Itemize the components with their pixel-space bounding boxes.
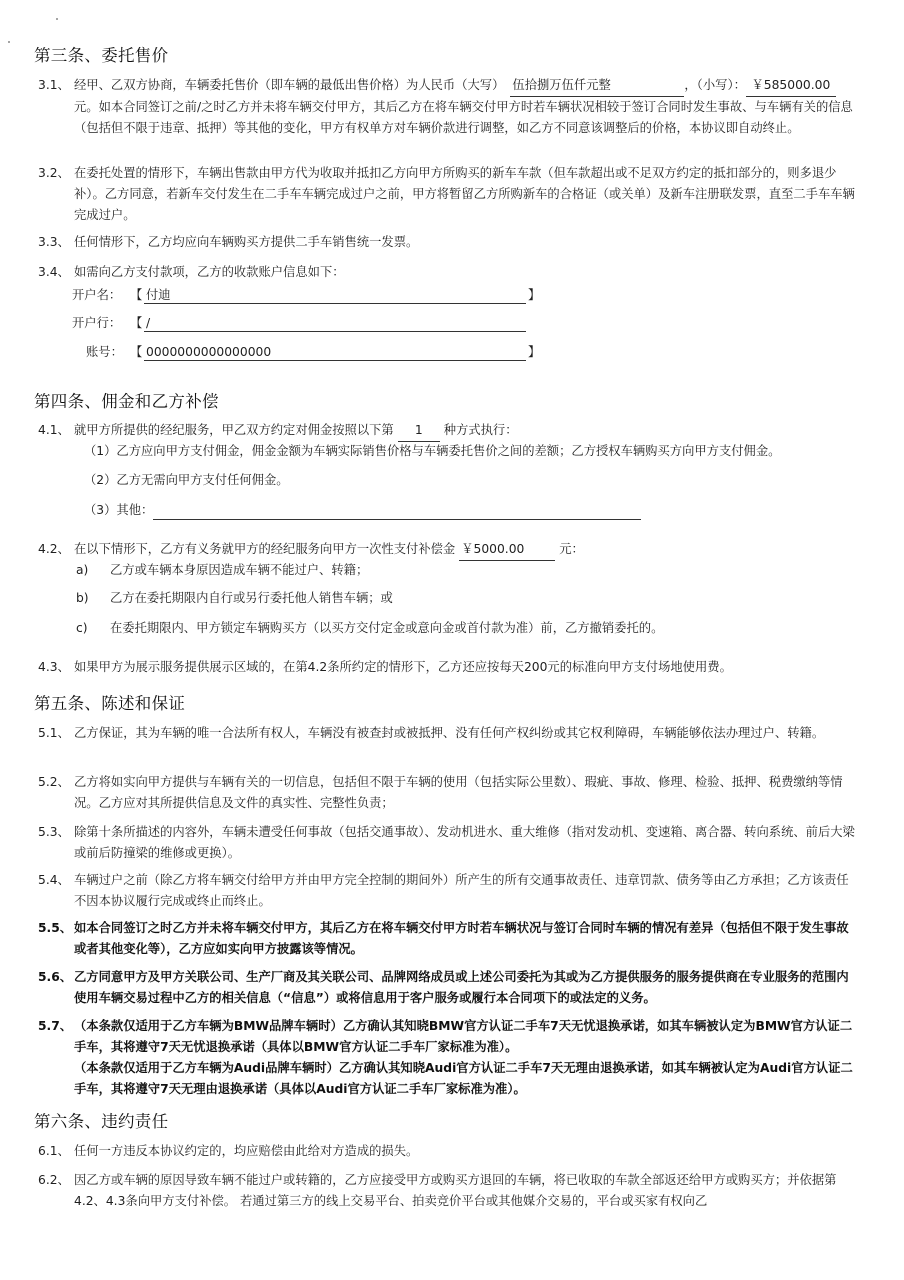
clause-text: 因乙方或车辆的原因导致车辆不能过户或转籍的，乙方应接受甲方或购买方退回的车辆，将已收取的车款全部返还给甲方或购买方；并依据第4.2、4.3条向甲方支付补偿。 若通过第三方的线上交易平台、拍卖竞价平台或其他媒介交易的，平台或买家有权向乙 xyxy=(74,1173,837,1208)
clause-number: 3.2、 xyxy=(38,166,70,180)
price-upper-field: 伍拾捌万伍仟元整 xyxy=(510,75,684,97)
article-5-heading: 第五条、陈述和保证 xyxy=(34,694,186,713)
clause-number: 6.1、 xyxy=(38,1144,70,1158)
bank-label: 开户行： xyxy=(72,316,122,330)
clause-number: 5.4、 xyxy=(38,873,70,887)
clause-text: 车辆过户之前（除乙方将车辆交付给甲方并由甲方完全控制的期间外）所产生的所有交通事故责任、违章罚款、债务等由乙方承担；乙方该责任不因本协议履行完成或终止而终止。 xyxy=(74,873,849,908)
clause-text: 如需向乙方支付款项，乙方的收款账户信息如下： xyxy=(74,265,345,279)
clause-number: 5.3、 xyxy=(38,825,70,839)
clause-text: 如果甲方为展示服务提供展示区域的，在第4.2条所约定的情形下，乙方还应按每天200元的标准向甲方支付场地使用费。 xyxy=(74,660,732,674)
clause-number: 5.7、 xyxy=(38,1019,73,1033)
clause-3-4 xyxy=(38,262,860,283)
clause-number: 5.6、 xyxy=(38,970,73,984)
clause-text-audi: （本条款仅适用于乙方车辆为Audi品牌车辆时）乙方确认其知晓Audi官方认证二手车7天无理由退换承诺，如其车辆被认定为Audi官方认证二手车，其将遵守7天无理由退换承诺（具体以Audi官方认证二手车厂家标准为准）。 xyxy=(74,1061,853,1096)
bank-row: 开户行： 【 / xyxy=(72,313,542,335)
scan-speck xyxy=(8,41,10,43)
clause-6-1 xyxy=(38,1141,860,1162)
account-name-row: 开户名： 【 付迪 】 xyxy=(72,285,542,307)
clause-4-2: 4.2、 在以下情形下，乙方有义务就甲方的经纪服务向甲方一次性支付补偿金 ￥5000.00 元： xyxy=(38,539,860,561)
clause-number: 5.5、 xyxy=(38,921,73,935)
contract-page: 第三条、委托售价 3.1、 经甲、乙双方协商，车辆委托售价（即车辆的最低出售价格）为人民币（大写） 伍拾捌万伍仟元整 ，（小写）： ￥585000.00元。如本合同签订之前/之时乙方并未将车辆交付甲方，其后乙方在将车辆交付甲方时若车辆状况相较于签订合同时发生事故、与车辆有关的信息（包括但不限于违章、抵押）等其他的变化，甲方有权单方对车辆价款进行调整，如乙方不同意该调整后的价格，本协议即自动终止。 3.2、 在委托处置的情形下，车辆出售款由甲方代为收取并抵扣乙方向甲方所购买的新车车款（但车款超出或不足双方约定的抵扣部分的，则多退少补）。乙方同意，若新车交付发生在二手车车辆完成过户之前，甲方将暂留乙方所购新车的合格证（或关单）及新车注册联发票，直至二手车车辆完成过户。 3.3、 任何情形下，乙方均应向车辆购买方提供二手车销售统一发票。 3.4、 如需向乙方支付款项，乙方的收款账户信息如下： 开户名： 【 付迪 】 开户行： 【 / 账号： 【 0000000000000000 】 第四条、佣金和乙方补偿 4.1、 就甲方所提供的经纪服务，甲乙双方约定对佣金按照以下第 1 种方式执行： （1）乙方应向甲方支付佣金，佣金金额为车辆实际销售价格与车辆委托售价之间的差额；乙方授权车辆购买方向甲方支付佣金。 （2）乙方无需向甲方支付任何佣金。 （3）其他： 4.2、 在以下情形下，乙方有义务就甲方的经纪服务向甲方一次性支付补偿金 ￥5000.00 元： a) 乙方或车辆本身原因造成车辆不能过户、转籍； b) 乙方在委托期限内自行或另行委托他人销售车辆；或 c) 在委托期限内、甲方锁定车辆购买方（以买方交付定金或意向金或首付款为准）前，乙方撤销委托的。 4.3、 如果甲方为展示服务提供展示区域的，在第4.2条所约定的情形下，乙方还应按每天200元的标准向甲方支付场地使用费。 第五条、陈述和保证 5.1、 乙方保证，其为车辆的唯一合法所有权人，车辆没有被查封或被抵押、没有任何产权纠纷或其它权利障碍，车辆能够依法办理过户、转籍。 5.2、 乙方将如实向甲方提供与车辆有关的一切信息，包括但不限于车辆的使用（包括实际公里数）、瑕疵、事故、修理、检验、抵押、税费缴纳等情况。乙方应对其所提供信息及文件的真实性、完整性负责； 5.3、 除第十条所描述的内容外，车辆未遭受任何事故（包括交通事故）、发动机进水、重大维修（指对发动机、变速箱、离合器、转向系统、前后大梁或前后防撞梁的维修或更换）。 5.4、 车辆过户之前（除乙方将车辆交付给甲方并由甲方完全控制的期间外）所产生的所有交通事故责任、违章罚款、债务等由乙方承担；乙方该责任不因本协议履行完成或终止而终止。 5.5、 如本合同签订之时乙方并未将车辆交付甲方，其后乙方在将车辆交付甲方时若车辆状况与签订合同时车辆的情况有差异（包括但不限于发生事故或者其他变化等），乙方应如实向甲方披露该等情况。 5.6、 乙方同意甲方及甲方关联公司、生产厂商及其关联公司、品牌网络成员或上述公司委托为其或为乙方提供服务的服务提供商在专业服务的范围内使用车辆交易过程中乙方的相关信息（“信息”）或将信息用于客户服务或履行本合同项下的或法定的义务。 5.7、 （本条款仅适用于乙方车辆为BMW品牌车辆时）乙方确认其知晓BMW官方认证二手车7天无忧退换承诺，如其车辆被认定为BMW官方认证二手车，其将遵守7天无忧退换承诺（具体以BMW官方认证二手车厂家标准为准）。 （本条款仅适用于乙方车辆为Audi品牌车辆时）乙方确认其知晓Audi官方认证二手车7天无理由退换承诺，如其车辆被认定为Audi官方认证二手车，其将遵守7天无理由退换承诺（具体以Audi官方认证二手车厂家标准为准）。 第六条、违约责任 6.1、 任何一方违反本协议约定的，均应赔偿由此给对方造成的损失。 6.2、 因乙方或车辆的原因导致车辆不能过户或转籍的，乙方应接受甲方或购买方退回的车辆，将已收取的车款全部返还给甲方或购买方；并依据第4.2、4.3条向甲方支付补偿。 若通过第三方的线上交易平台、拍卖竞价平台或其他媒介交易的，平台或买家有权向乙 xyxy=(0,0,904,1280)
clause-number: 4.3、 xyxy=(38,660,70,674)
clause-text: 在委托处置的情形下，车辆出售款由甲方代为收取并抵扣乙方向甲方所购买的新车车款（但车款超出或不足双方约定的抵扣部分的，则多退少补）。乙方同意，若新车交付发生在二手车车辆完成过户之前，甲方将暂留乙方所购新车的合格证（或关单）及新车注册联发票，直至二手车车辆完成过户。 xyxy=(74,166,855,222)
clause-number: 4.2、 xyxy=(38,542,70,556)
clause-5-6 xyxy=(38,967,860,1009)
bank-field: / xyxy=(144,313,526,332)
scan-speck xyxy=(56,18,58,20)
clause-5-5 xyxy=(38,918,860,960)
commission-other-field xyxy=(153,503,641,520)
account-number-label: 账号： xyxy=(86,345,123,359)
clause-number: 3.1、 xyxy=(38,78,70,92)
commission-method-field: 1 xyxy=(398,420,440,442)
clause-4-3 xyxy=(38,657,860,678)
clause-text: 乙方同意甲方及甲方关联公司、生产厂商及其关联公司、品牌网络成员或上述公司委托为其或为乙方提供服务的服务提供商在专业服务的范围内使用车辆交易过程中乙方的相关信息（“信息”）或将信息用于客户服务或履行本合同项下的或法定的义务。 xyxy=(74,970,849,1005)
clause-text-bmw: （本条款仅适用于乙方车辆为BMW品牌车辆时）乙方确认其知晓BMW官方认证二手车7天无忧退换承诺，如其车辆被认定为BMW官方认证二手车，其将遵守7天无忧退换承诺（具体以BMW官方认证二手车厂家标准为准）。 xyxy=(74,1019,853,1054)
clause-6-2 xyxy=(38,1170,860,1212)
clause-text: 任何一方违反本协议约定的，均应赔偿由此给对方造成的损失。 xyxy=(74,1144,419,1158)
clause-text: 乙方保证，其为车辆的唯一合法所有权人，车辆没有被查封或被抵押、没有任何产权纠纷或其它权利障碍，车辆能够依法办理过户、转籍。 xyxy=(74,726,825,740)
clause-number: 5.2、 xyxy=(38,775,70,789)
clause-5-2 xyxy=(38,772,860,814)
article-6-heading: 第六条、违约责任 xyxy=(34,1112,169,1131)
clause-5-4 xyxy=(38,870,860,912)
commission-option-2: （2）乙方无需向甲方支付任何佣金。 xyxy=(84,473,289,487)
account-name-field: 付迪 xyxy=(144,285,526,304)
clause-5-3 xyxy=(38,822,860,864)
commission-option-1: （1）乙方应向甲方支付佣金，佣金金额为车辆实际销售价格与车辆委托售价之间的差额；乙方授权车辆购买方向甲方支付佣金。 xyxy=(84,444,781,458)
clause-3-2 xyxy=(38,163,860,226)
account-name-label: 开户名： xyxy=(72,288,122,302)
clause-text: 如本合同签订之时乙方并未将车辆交付甲方，其后乙方在将车辆交付甲方时若车辆状况与签订合同时车辆的情况有差异（包括但不限于发生事故或者其他变化等），乙方应如实向甲方披露该等情况。 xyxy=(74,921,849,956)
commission-option-3: （3）其他： xyxy=(84,500,854,520)
clause-number: 6.2、 xyxy=(38,1173,70,1187)
clause-5-7 xyxy=(38,1016,860,1100)
clause-number: 3.3、 xyxy=(38,235,70,249)
account-number-field: 0000000000000000 xyxy=(144,342,526,361)
clause-text: 任何情形下，乙方均应向车辆购买方提供二手车销售统一发票。 xyxy=(74,235,419,249)
clause-5-1 xyxy=(38,723,860,744)
clause-3-3 xyxy=(38,232,860,253)
article-3-heading: 第三条、委托售价 xyxy=(34,46,169,65)
clause-3-1: 3.1、 经甲、乙双方协商，车辆委托售价（即车辆的最低出售价格）为人民币（大写） 伍拾捌万伍仟元整 ，（小写）： ￥585000.00元。如本合同签订之前/之时乙方并未将车辆交付甲方，其后乙方在将车辆交付甲方时若车辆状况相较于签订合同时发生事故、与车辆有关的信息（包括但不限于违章、抵押）等其他的变化，甲方有权单方对车辆价款进行调整，如乙方不同意该调整后的价格，本协议即自动终止。 xyxy=(38,75,860,139)
compensation-amount-field: ￥5000.00 xyxy=(459,539,555,561)
account-number-row: 账号： 【 0000000000000000 】 xyxy=(72,342,542,364)
price-lower-field: ￥585000.00 xyxy=(746,75,836,97)
clause-number: 5.1、 xyxy=(38,726,70,740)
clause-4-1: 4.1、 就甲方所提供的经纪服务，甲乙双方约定对佣金按照以下第 1 种方式执行： xyxy=(38,420,860,442)
clause-number: 3.4、 xyxy=(38,265,70,279)
clause-text: 除第十条所描述的内容外，车辆未遭受任何事故（包括交通事故）、发动机进水、重大维修（指对发动机、变速箱、离合器、转向系统、前后大梁或前后防撞梁的维修或更换）。 xyxy=(74,825,855,860)
clause-text: 乙方将如实向甲方提供与车辆有关的一切信息，包括但不限于车辆的使用（包括实际公里数）、瑕疵、事故、修理、检验、抵押、税费缴纳等情况。乙方应对其所提供信息及文件的真实性、完整性负责； xyxy=(74,775,843,810)
article-4-heading: 第四条、佣金和乙方补偿 xyxy=(34,392,219,411)
clause-number: 4.1、 xyxy=(38,423,70,437)
